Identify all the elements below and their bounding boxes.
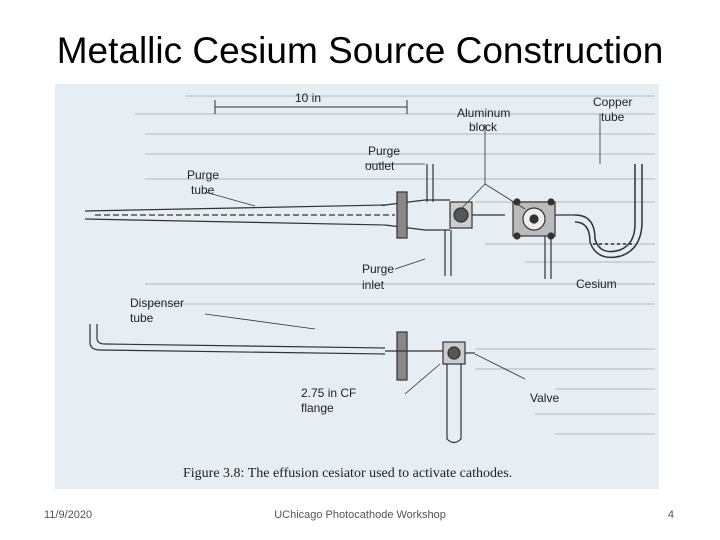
page-number: 4 <box>667 509 674 521</box>
purge-outlet-label-line2: outlet <box>365 159 395 173</box>
aluminum-block-drawing <box>513 199 575 279</box>
copper-tube-label-line2: tube <box>601 110 625 124</box>
flange-label-line1: 2.75 in CF <box>301 386 357 400</box>
aluminum-block-label-line1: Aluminum <box>457 106 511 120</box>
purge-outlet-label-line1: Purge <box>368 144 401 158</box>
purge-inlet-label-line1: Purge <box>362 262 395 276</box>
dispenser-tube-label-line2: tube <box>130 311 154 325</box>
dispenser-tube-label-line1: Dispenser <box>130 296 185 310</box>
footer-date: 11/9/2020 <box>44 509 93 521</box>
purge-tube-label-line2: tube <box>191 183 215 197</box>
dimension-label: 10 in <box>295 91 322 105</box>
cesium-label: Cesium <box>576 277 617 291</box>
purge-inlet-label-line2: inlet <box>362 278 385 292</box>
figure-caption: Figure 3.8: The effusion cesiator used to activate cathodes. <box>183 466 513 481</box>
purge-tube-label-line1: Purge <box>187 168 220 182</box>
cesiator-diagram <box>55 84 659 489</box>
flange-label-line2: flange <box>301 401 334 415</box>
valve-label: Valve <box>530 391 560 405</box>
purge-tube-drawing <box>85 164 505 276</box>
scanned-figure <box>55 84 659 489</box>
aluminum-block-label-line2: block <box>469 120 498 134</box>
footer-title: UChicago Photocathode Workshop <box>274 509 446 521</box>
slide-title: Metallic Cesium Source Construction <box>56 30 664 71</box>
copper-tube-label-line1: Copper <box>593 95 633 109</box>
